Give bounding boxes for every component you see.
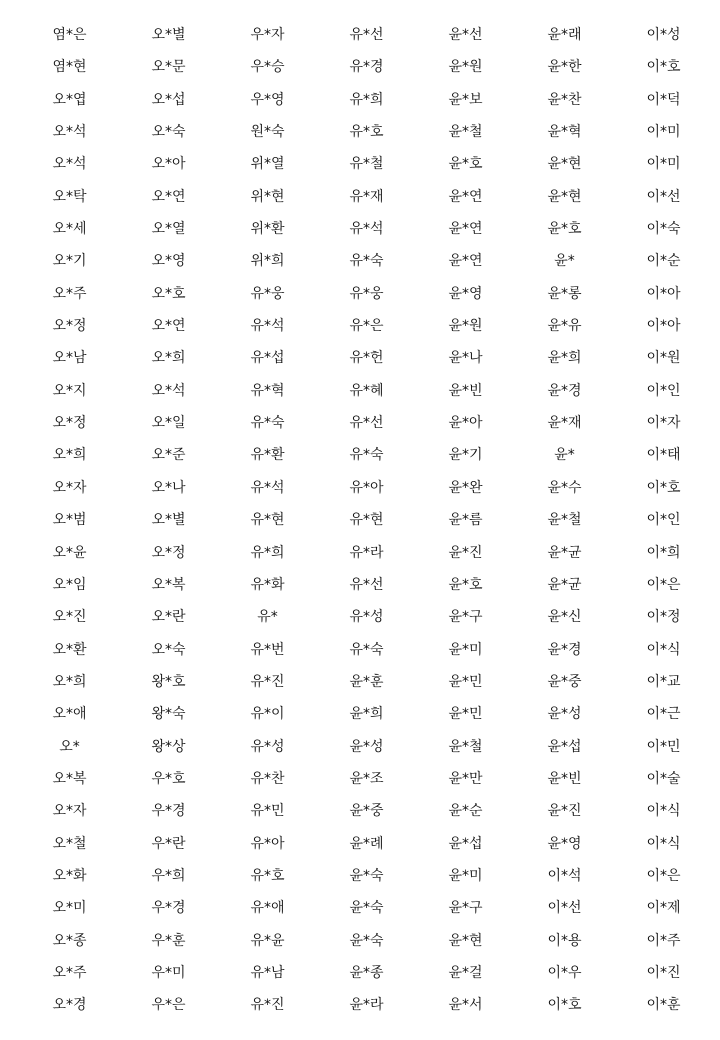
name-cell: 이*훈: [646, 997, 681, 1014]
name-cell: 이*민: [646, 738, 681, 755]
name-cell: 유*은: [349, 318, 384, 335]
name-cell: 윤*찬: [547, 91, 582, 108]
name-cell: 우*훈: [151, 932, 186, 949]
name-cell: 윤*희: [547, 350, 582, 367]
name-cell: 오*희: [151, 350, 186, 367]
name-cell: 윤*유: [547, 318, 582, 335]
name-cell: 유*애: [250, 900, 285, 917]
name-cell: 오*준: [151, 447, 186, 464]
name-cell: 윤*중: [547, 673, 582, 690]
name-cell: 유*성: [250, 738, 285, 755]
name-cell: 유*현: [349, 512, 384, 529]
name-cell: 원*숙: [250, 124, 285, 141]
name-cell: 윤*완: [448, 479, 483, 496]
name-cell: 윤*호: [547, 221, 582, 238]
name-cell: 윤*호: [448, 156, 483, 173]
name-cell: 오*미: [52, 900, 87, 917]
name-cell: 유*윤: [250, 932, 285, 949]
name-cell: 윤*례: [349, 835, 384, 852]
name-cell: 이*미: [646, 124, 681, 141]
name-cell: 유*숙: [349, 447, 384, 464]
name-cell: 오*연: [151, 188, 186, 205]
name-cell: 유*선: [349, 27, 384, 43]
name-cell: 윤*균: [547, 544, 582, 561]
name-cell: 오*희: [52, 447, 87, 464]
name-cell: 오*란: [151, 609, 186, 626]
name-cell: 오*별: [151, 27, 186, 43]
name-cell: 오*자: [52, 479, 87, 496]
name-cell: 유*아: [250, 835, 285, 852]
name-cell: 유*철: [349, 156, 384, 173]
name-cell: 이*희: [646, 544, 681, 561]
name-cell: 윤*호: [448, 576, 483, 593]
name-cell: 유*섭: [250, 350, 285, 367]
name-cell: 윤*연: [448, 221, 483, 238]
name-cell: 오*영: [151, 253, 186, 270]
name-cell: 윤*철: [448, 124, 483, 141]
name-cell: 이*은: [646, 867, 681, 884]
name-cell: 유*혁: [250, 382, 285, 399]
name-cell: 윤*종: [349, 964, 384, 981]
name-cell: 이*우: [547, 964, 582, 981]
name-cell: 윤*조: [349, 770, 384, 787]
name-cell: 윤*숙: [349, 932, 384, 949]
name-cell: 이*아: [646, 285, 681, 302]
name-cell: 윤*아: [448, 415, 483, 432]
name-cell: 윤*경: [547, 382, 582, 399]
name-cell: 오*주: [52, 964, 87, 981]
name-cell: 윤*진: [547, 803, 582, 820]
name-cell: 이*은: [646, 576, 681, 593]
name-cell: 오*석: [52, 156, 87, 173]
name-cell: 이*제: [646, 900, 681, 917]
name-cell: 윤*빈: [547, 770, 582, 787]
name-cell: 오*애: [52, 706, 87, 723]
name-cell: 윤*원: [448, 318, 483, 335]
name-cell: 윤*숙: [349, 900, 384, 917]
name-list-sheet: [20, 19, 713, 1022]
name-cell: 유*석: [349, 221, 384, 238]
name-cell: 유*찬: [250, 770, 285, 787]
name-cell: 오*숙: [151, 641, 186, 658]
name-cell: 유*호: [250, 867, 285, 884]
name-cell: 이*선: [547, 900, 582, 917]
name-cell: 위*현: [250, 188, 285, 205]
name-cell: 윤*라: [349, 997, 384, 1014]
name-cell: 유*호: [349, 124, 384, 141]
name-cell: 오*섭: [151, 91, 186, 108]
name-cell: 이*인: [646, 512, 681, 529]
name-cell: 염*은: [52, 27, 87, 43]
name-cell: 오*세: [52, 221, 87, 238]
name-cell: 윤*중: [349, 803, 384, 820]
name-cell: 윤*현: [547, 188, 582, 205]
name-cell: 유*헌: [349, 350, 384, 367]
name-cell: 오*윤: [52, 544, 87, 561]
name-cell: 오*복: [52, 770, 87, 787]
name-cell: 유*숙: [250, 415, 285, 432]
name-cell: 윤*영: [448, 285, 483, 302]
name-cell: 이*순: [646, 253, 681, 270]
name-cell: 우*승: [250, 59, 285, 76]
name-cell: 유*성: [349, 609, 384, 626]
name-cell: 오*아: [151, 156, 186, 173]
name-cell: 왕*호: [151, 673, 186, 690]
name-cell: 우*란: [151, 835, 186, 852]
name-cell: 이*태: [646, 447, 681, 464]
name-cell: 윤*미: [448, 641, 483, 658]
name-cell: 오*경: [52, 997, 87, 1014]
name-cell: 윤*선: [448, 27, 483, 43]
name-cell: 윤*미: [448, 867, 483, 884]
name-cell: 유*숙: [349, 641, 384, 658]
name-cell: 우*은: [151, 997, 186, 1014]
name-cell: 우*희: [151, 867, 186, 884]
name-cell: 우*경: [151, 803, 186, 820]
name-cell: 윤*: [554, 253, 575, 270]
name-cell: 오*숙: [151, 124, 186, 141]
name-cell: 이*호: [646, 59, 681, 76]
name-cell: 오*환: [52, 641, 87, 658]
name-cell: 유*희: [349, 91, 384, 108]
name-cell: 윤*름: [448, 512, 483, 529]
name-cell: 오*기: [52, 253, 87, 270]
name-cell: 윤*신: [547, 609, 582, 626]
name-cell: 윤*구: [448, 900, 483, 917]
name-cell: 이*식: [646, 641, 681, 658]
name-cell: 왕*숙: [151, 706, 186, 723]
name-cell: 윤*성: [547, 706, 582, 723]
name-cell: 우*호: [151, 770, 186, 787]
name-cell: 오*정: [52, 318, 87, 335]
name-cell: 우*경: [151, 900, 186, 917]
name-cell: 이*성: [646, 27, 681, 43]
name-cell: 오*철: [52, 835, 87, 852]
name-cell: 오*탁: [52, 188, 87, 205]
name-cell: 유*석: [250, 318, 285, 335]
name-cell: 오*범: [52, 512, 87, 529]
name-cell: 오*화: [52, 867, 87, 884]
name-cell: 유*라: [349, 544, 384, 561]
name-cell: 이*호: [646, 479, 681, 496]
name-cell: 위*희: [250, 253, 285, 270]
name-cell: 오*: [59, 738, 80, 755]
name-cell: 유*이: [250, 706, 285, 723]
name-cell: 유*남: [250, 964, 285, 981]
name-cell: 이*교: [646, 673, 681, 690]
name-cell: 유*환: [250, 447, 285, 464]
name-cell: 오*열: [151, 221, 186, 238]
name-cell: 윤*철: [547, 512, 582, 529]
name-cell: 유*선: [349, 415, 384, 432]
name-cell: 유*아: [349, 479, 384, 496]
name-cell: 유*진: [250, 673, 285, 690]
name-cell: 우*영: [250, 91, 285, 108]
name-cell: 유*현: [250, 512, 285, 529]
name-cell: 윤*재: [547, 415, 582, 432]
name-cell: 윤*섭: [448, 835, 483, 852]
name-cell: 왕*상: [151, 738, 186, 755]
name-cell: 윤*성: [349, 738, 384, 755]
name-cell: 이*인: [646, 382, 681, 399]
name-cell: 유*민: [250, 803, 285, 820]
name-cell: 윤*빈: [448, 382, 483, 399]
name-cell: 우*자: [250, 27, 285, 43]
name-cell: 오*일: [151, 415, 186, 432]
name-cell: 오*자: [52, 803, 87, 820]
name-cell: 이*호: [547, 997, 582, 1014]
name-cell: 위*환: [250, 221, 285, 238]
name-cell: 유*진: [250, 997, 285, 1014]
name-cell: 유*웅: [250, 285, 285, 302]
name-cell: 윤*기: [448, 447, 483, 464]
name-cell: 이*숙: [646, 221, 681, 238]
name-cell: 오*엽: [52, 91, 87, 108]
name-cell: 오*석: [151, 382, 186, 399]
name-cell: 우*미: [151, 964, 186, 981]
name-cell: 윤*서: [448, 997, 483, 1014]
name-cell: 이*주: [646, 932, 681, 949]
name-cell: 유*경: [349, 59, 384, 76]
name-cell: 윤*수: [547, 479, 582, 496]
name-cell: 유*희: [250, 544, 285, 561]
name-cell: 오*주: [52, 285, 87, 302]
name-cell: 윤*훈: [349, 673, 384, 690]
name-cell: 윤*철: [448, 738, 483, 755]
name-cell: 윤*만: [448, 770, 483, 787]
name-cell: 오*지: [52, 382, 87, 399]
name-cell: 오*남: [52, 350, 87, 367]
name-cell: 윤*롱: [547, 285, 582, 302]
name-cell: 오*나: [151, 479, 186, 496]
name-cell: 유*선: [349, 576, 384, 593]
name-cell: 이*정: [646, 609, 681, 626]
name-cell: 윤*한: [547, 59, 582, 76]
name-cell: 오*정: [52, 415, 87, 432]
name-cell: 오*석: [52, 124, 87, 141]
name-cell: 이*술: [646, 770, 681, 787]
name-cell: 유*화: [250, 576, 285, 593]
name-cell: 위*열: [250, 156, 285, 173]
name-cell: 윤*숙: [349, 867, 384, 884]
name-cell: 이*선: [646, 188, 681, 205]
name-cell: 윤*래: [547, 27, 582, 43]
name-cell: 윤*현: [448, 932, 483, 949]
name-cell: 이*자: [646, 415, 681, 432]
name-cell: 이*미: [646, 156, 681, 173]
name-cell: 오*별: [151, 512, 186, 529]
name-cell: 윤*진: [448, 544, 483, 561]
name-cell: 이*석: [547, 867, 582, 884]
name-cell: 윤*민: [448, 706, 483, 723]
name-cell: 유*웅: [349, 285, 384, 302]
name-cell: 윤*현: [547, 156, 582, 173]
name-cell: 윤*: [554, 447, 575, 464]
name-cell: 오*호: [151, 285, 186, 302]
name-cell: 유*: [257, 609, 278, 626]
name-cell: 윤*경: [547, 641, 582, 658]
name-cell: 이*덕: [646, 91, 681, 108]
name-cell: 오*임: [52, 576, 87, 593]
name-cell: 이*식: [646, 803, 681, 820]
name-cell: 윤*구: [448, 609, 483, 626]
name-cell: 유*혜: [349, 382, 384, 399]
name-cell: 유*번: [250, 641, 285, 658]
name-cell: 윤*혁: [547, 124, 582, 141]
name-cell: 이*근: [646, 706, 681, 723]
name-cell: 유*재: [349, 188, 384, 205]
name-cell: 오*정: [151, 544, 186, 561]
name-cell: 오*종: [52, 932, 87, 949]
name-cell: 오*진: [52, 609, 87, 626]
name-cell: 윤*보: [448, 91, 483, 108]
name-cell: 윤*희: [349, 706, 384, 723]
name-cell: 윤*연: [448, 253, 483, 270]
name-cell: 윤*섭: [547, 738, 582, 755]
name-cell: 윤*나: [448, 350, 483, 367]
name-cell: 윤*민: [448, 673, 483, 690]
name-cell: 이*용: [547, 932, 582, 949]
name-cell: 오*연: [151, 318, 186, 335]
name-cell: 윤*영: [547, 835, 582, 852]
name-cell: 윤*균: [547, 576, 582, 593]
name-cell: 오*희: [52, 673, 87, 690]
name-cell: 윤*걸: [448, 964, 483, 981]
name-cell: 이*아: [646, 318, 681, 335]
name-cell: 윤*순: [448, 803, 483, 820]
name-cell: 오*복: [151, 576, 186, 593]
name-cell: 윤*원: [448, 59, 483, 76]
name-grid: [20, 19, 713, 1022]
name-cell: 이*원: [646, 350, 681, 367]
name-cell: 이*식: [646, 835, 681, 852]
name-cell: 유*석: [250, 479, 285, 496]
name-cell: 이*진: [646, 964, 681, 981]
name-cell: 오*문: [151, 59, 186, 76]
name-cell: 유*숙: [349, 253, 384, 270]
name-cell: 윤*연: [448, 188, 483, 205]
name-cell: 염*현: [52, 59, 87, 76]
